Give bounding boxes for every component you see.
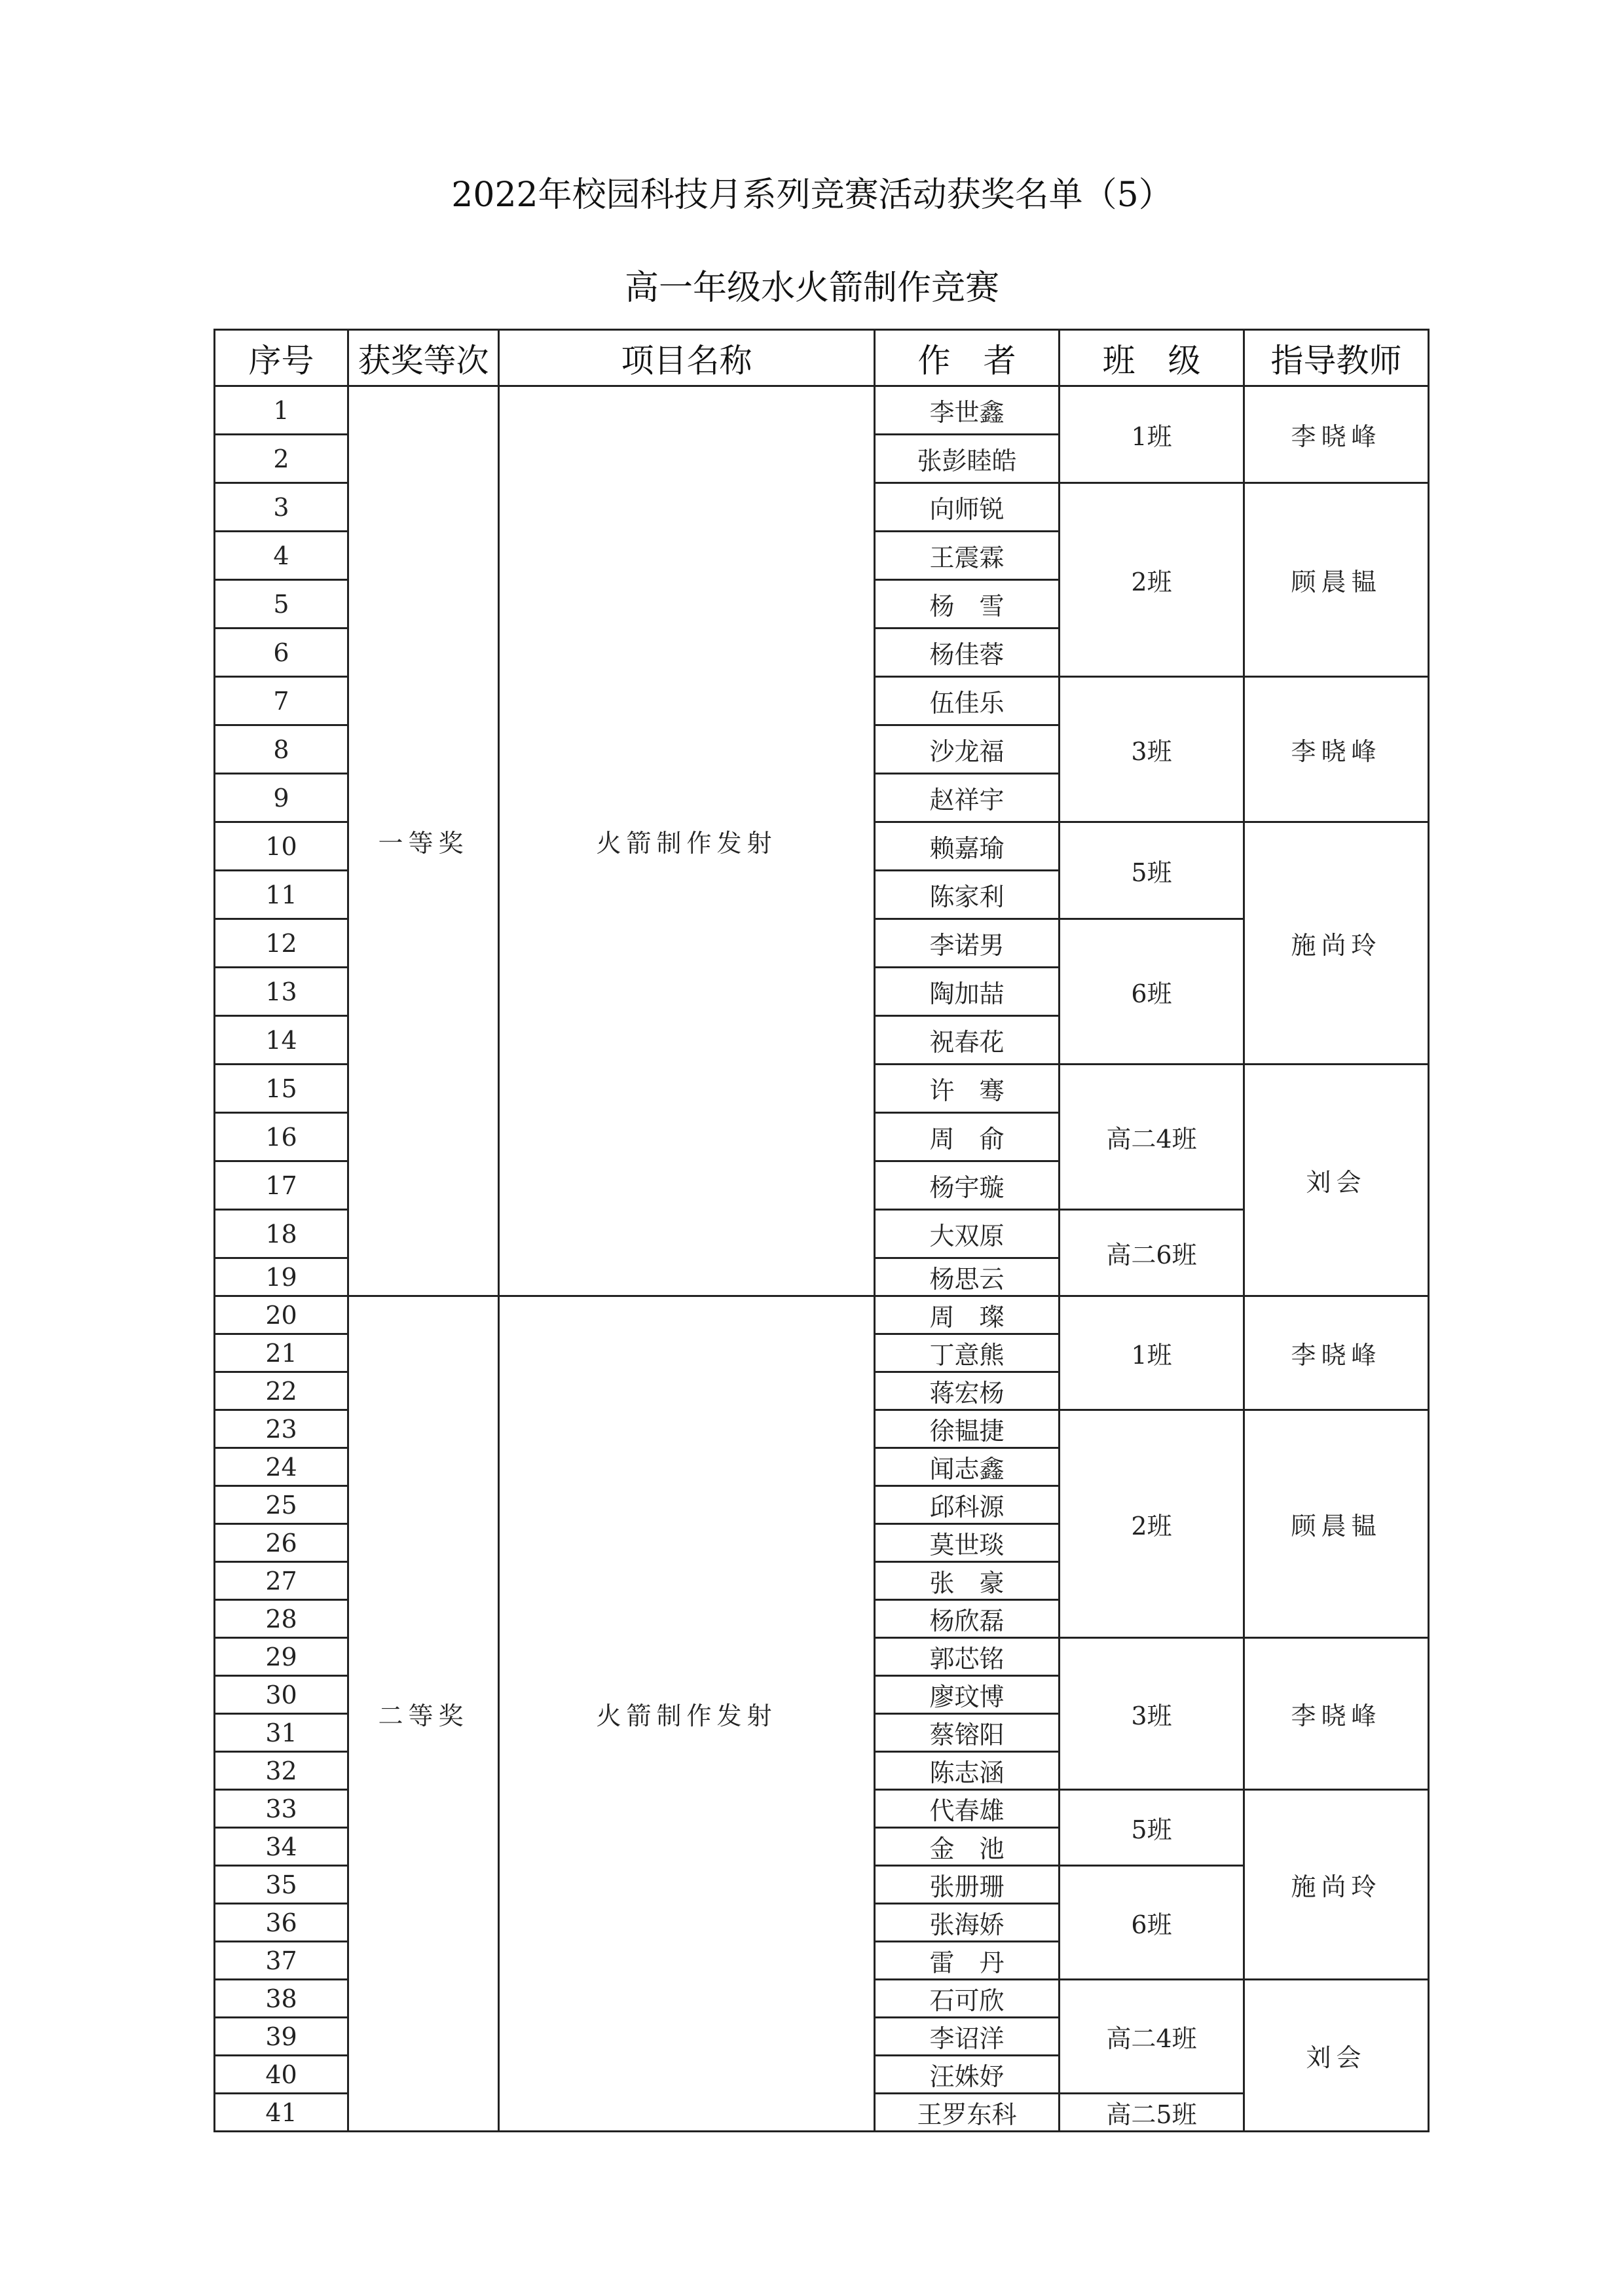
cell-seq: 3 bbox=[215, 483, 348, 532]
cell-seq: 32 bbox=[215, 1752, 348, 1790]
cell-author: 赖嘉瑜 bbox=[875, 822, 1060, 871]
cell-seq: 38 bbox=[215, 1980, 348, 2018]
cell-author: 李诺男 bbox=[875, 919, 1060, 968]
cell-author: 伍佳乐 bbox=[875, 677, 1060, 725]
cell-teacher: 施尚玲 bbox=[1244, 1790, 1429, 1980]
cell-author: 陈志涵 bbox=[875, 1752, 1060, 1790]
cell-project: 火箭制作发射 bbox=[499, 386, 875, 1296]
cell-author: 蔡镕阳 bbox=[875, 1714, 1060, 1752]
cell-author: 杨佳蓉 bbox=[875, 629, 1060, 677]
cell-teacher: 施尚玲 bbox=[1244, 822, 1429, 1065]
document-subtitle: 高一年级水火箭制作竞赛 bbox=[624, 268, 999, 308]
table-row bbox=[215, 1296, 1429, 1334]
cell-seq: 37 bbox=[215, 1942, 348, 1980]
cell-author: 汪姝妤 bbox=[875, 2056, 1060, 2094]
cell-author: 张 豪 bbox=[875, 1562, 1060, 1600]
header-seq: 序号 bbox=[215, 330, 348, 386]
cell-seq: 24 bbox=[215, 1448, 348, 1486]
cell-award: 二等奖 bbox=[348, 1296, 499, 2132]
header-project: 项目名称 bbox=[499, 330, 875, 386]
table-body bbox=[215, 386, 1429, 2132]
header-award: 获奖等次 bbox=[348, 330, 499, 386]
cell-author: 周 璨 bbox=[875, 1296, 1060, 1334]
cell-class: 高二4班 bbox=[1060, 1980, 1244, 2094]
cell-teacher: 李晓峰 bbox=[1244, 386, 1429, 483]
cell-seq: 12 bbox=[215, 919, 348, 968]
cell-class: 3班 bbox=[1060, 677, 1244, 822]
cell-author: 杨思云 bbox=[875, 1258, 1060, 1296]
cell-seq: 25 bbox=[215, 1486, 348, 1524]
cell-seq: 23 bbox=[215, 1410, 348, 1448]
cell-seq: 5 bbox=[215, 580, 348, 629]
cell-author: 杨欣磊 bbox=[875, 1600, 1060, 1638]
table-header-row bbox=[215, 330, 1429, 386]
cell-teacher: 李晓峰 bbox=[1244, 1296, 1429, 1410]
header-teacher: 指导教师 bbox=[1244, 330, 1429, 386]
cell-seq: 21 bbox=[215, 1334, 348, 1372]
award-table bbox=[213, 329, 1430, 2132]
cell-class: 6班 bbox=[1060, 1866, 1244, 1980]
cell-author: 周 俞 bbox=[875, 1113, 1060, 1161]
cell-seq: 7 bbox=[215, 677, 348, 725]
cell-seq: 30 bbox=[215, 1676, 348, 1714]
cell-seq: 15 bbox=[215, 1065, 348, 1113]
cell-class: 高二4班 bbox=[1060, 1065, 1244, 1210]
cell-teacher: 刘会 bbox=[1244, 1980, 1429, 2132]
cell-teacher: 李晓峰 bbox=[1244, 677, 1429, 822]
cell-seq: 29 bbox=[215, 1638, 348, 1676]
document-title: 2022年校园科技月系列竞赛活动获奖名单（5） bbox=[451, 175, 1173, 215]
cell-class: 高二5班 bbox=[1060, 2094, 1244, 2132]
cell-author: 代春雄 bbox=[875, 1790, 1060, 1828]
cell-seq: 13 bbox=[215, 968, 348, 1016]
cell-author: 王震霖 bbox=[875, 532, 1060, 580]
cell-class: 1班 bbox=[1060, 1296, 1244, 1410]
cell-class: 3班 bbox=[1060, 1638, 1244, 1790]
cell-seq: 36 bbox=[215, 1904, 348, 1942]
cell-author: 莫世琰 bbox=[875, 1524, 1060, 1562]
cell-author: 郭芯铭 bbox=[875, 1638, 1060, 1676]
cell-author: 杨宇璇 bbox=[875, 1161, 1060, 1210]
cell-project: 火箭制作发射 bbox=[499, 1296, 875, 2132]
cell-seq: 34 bbox=[215, 1828, 348, 1866]
cell-teacher: 李晓峰 bbox=[1244, 1638, 1429, 1790]
cell-author: 许 骞 bbox=[875, 1065, 1060, 1113]
cell-author: 雷 丹 bbox=[875, 1942, 1060, 1980]
cell-award: 一等奖 bbox=[348, 386, 499, 1296]
cell-author: 蒋宏杨 bbox=[875, 1372, 1060, 1410]
cell-author: 王罗东科 bbox=[875, 2094, 1060, 2132]
cell-seq: 19 bbox=[215, 1258, 348, 1296]
cell-seq: 26 bbox=[215, 1524, 348, 1562]
cell-seq: 31 bbox=[215, 1714, 348, 1752]
cell-author: 大双原 bbox=[875, 1210, 1060, 1258]
cell-seq: 1 bbox=[215, 386, 348, 435]
cell-class: 5班 bbox=[1060, 1790, 1244, 1866]
cell-seq: 2 bbox=[215, 435, 348, 483]
cell-seq: 27 bbox=[215, 1562, 348, 1600]
cell-teacher: 顾晨韫 bbox=[1244, 483, 1429, 677]
cell-teacher: 刘会 bbox=[1244, 1065, 1429, 1296]
cell-class: 5班 bbox=[1060, 822, 1244, 919]
cell-author: 李世鑫 bbox=[875, 386, 1060, 435]
cell-seq: 8 bbox=[215, 725, 348, 774]
cell-seq: 6 bbox=[215, 629, 348, 677]
cell-seq: 17 bbox=[215, 1161, 348, 1210]
cell-seq: 20 bbox=[215, 1296, 348, 1334]
cell-author: 石可欣 bbox=[875, 1980, 1060, 2018]
cell-author: 邱科源 bbox=[875, 1486, 1060, 1524]
cell-seq: 10 bbox=[215, 822, 348, 871]
cell-seq: 11 bbox=[215, 871, 348, 919]
cell-author: 张册珊 bbox=[875, 1866, 1060, 1904]
cell-author: 陶加喆 bbox=[875, 968, 1060, 1016]
cell-seq: 9 bbox=[215, 774, 348, 822]
header-class: 班 级 bbox=[1060, 330, 1244, 386]
cell-seq: 14 bbox=[215, 1016, 348, 1065]
cell-author: 金 池 bbox=[875, 1828, 1060, 1866]
cell-seq: 40 bbox=[215, 2056, 348, 2094]
cell-author: 陈家利 bbox=[875, 871, 1060, 919]
cell-seq: 41 bbox=[215, 2094, 348, 2132]
cell-author: 徐韫捷 bbox=[875, 1410, 1060, 1448]
cell-author: 张海娇 bbox=[875, 1904, 1060, 1942]
cell-class: 2班 bbox=[1060, 1410, 1244, 1638]
header-author: 作 者 bbox=[875, 330, 1060, 386]
cell-seq: 22 bbox=[215, 1372, 348, 1410]
cell-seq: 33 bbox=[215, 1790, 348, 1828]
cell-author: 李诏洋 bbox=[875, 2018, 1060, 2056]
cell-class: 6班 bbox=[1060, 919, 1244, 1065]
cell-author: 廖玟博 bbox=[875, 1676, 1060, 1714]
cell-author: 赵祥宇 bbox=[875, 774, 1060, 822]
cell-class: 高二6班 bbox=[1060, 1210, 1244, 1296]
cell-author: 向师锐 bbox=[875, 483, 1060, 532]
cell-author: 张彭睦皓 bbox=[875, 435, 1060, 483]
cell-seq: 16 bbox=[215, 1113, 348, 1161]
cell-author: 闻志鑫 bbox=[875, 1448, 1060, 1486]
cell-author: 杨 雪 bbox=[875, 580, 1060, 629]
cell-class: 2班 bbox=[1060, 483, 1244, 677]
cell-author: 沙龙福 bbox=[875, 725, 1060, 774]
cell-author: 丁意熊 bbox=[875, 1334, 1060, 1372]
cell-class: 1班 bbox=[1060, 386, 1244, 483]
cell-seq: 39 bbox=[215, 2018, 348, 2056]
table-row bbox=[215, 386, 1429, 435]
cell-seq: 35 bbox=[215, 1866, 348, 1904]
cell-seq: 18 bbox=[215, 1210, 348, 1258]
cell-teacher: 顾晨韫 bbox=[1244, 1410, 1429, 1638]
cell-seq: 4 bbox=[215, 532, 348, 580]
cell-author: 祝春花 bbox=[875, 1016, 1060, 1065]
cell-seq: 28 bbox=[215, 1600, 348, 1638]
